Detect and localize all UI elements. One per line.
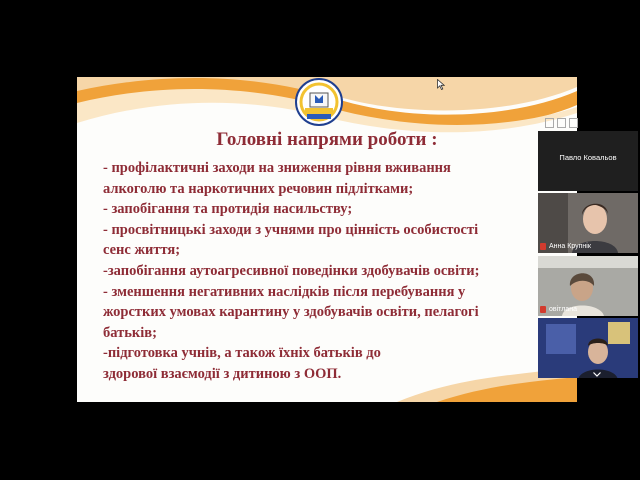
cursor-arrow-icon	[437, 79, 445, 90]
slide-line: -запобігання аутоагресивної поведінки здобувачів освіти;	[103, 262, 480, 279]
slide-line: - просвітницькі заходи з учнями про цінність особистості	[103, 221, 479, 238]
participant-tile[interactable]	[538, 256, 638, 316]
slide-bullet-list	[103, 158, 573, 385]
mic-muted-icon	[540, 243, 546, 250]
shared-slide	[77, 77, 577, 402]
slide-line: алкоголю та наркотичних речовин підлітками;	[103, 180, 414, 197]
slide-line: здорової взаємодії з дитиною з ООП.	[103, 365, 342, 382]
slide-line: батьків;	[103, 324, 157, 341]
video-panel-toolbar	[545, 118, 640, 132]
slide-line: - профілактичні заходи на зниження рівня вживання	[103, 160, 451, 176]
minimize-icon[interactable]	[569, 118, 578, 128]
participant-tile[interactable]	[538, 318, 638, 378]
participant-tile[interactable]	[538, 131, 638, 191]
chevron-down-icon[interactable]	[593, 372, 601, 377]
participant-video	[538, 318, 638, 378]
slide-line: -підготовка учнів, а також їхніх батьків до	[103, 345, 381, 362]
school-emblem-logo	[293, 77, 345, 127]
slide-line: сенс життя;	[103, 242, 181, 259]
grid-view-icon[interactable]	[545, 118, 554, 128]
speaker-view-icon[interactable]	[557, 118, 566, 128]
participant-name: Анна Крупнік	[549, 243, 591, 250]
participant-name: овітлана	[549, 306, 577, 313]
slide-line: - зменшення негативних наслідків після перебування у	[103, 283, 466, 300]
mic-muted-icon	[540, 306, 546, 313]
slide-line: жорстких умовах карантину у здобувачів освіти, пелагогі	[103, 304, 479, 321]
slide-title: Головні напрями роботи :	[216, 129, 438, 150]
slide-line: - запобігання та протидія насильству;	[103, 201, 353, 218]
participant-tile[interactable]	[538, 193, 638, 253]
participant-name: Павло Ковальов	[559, 153, 617, 162]
